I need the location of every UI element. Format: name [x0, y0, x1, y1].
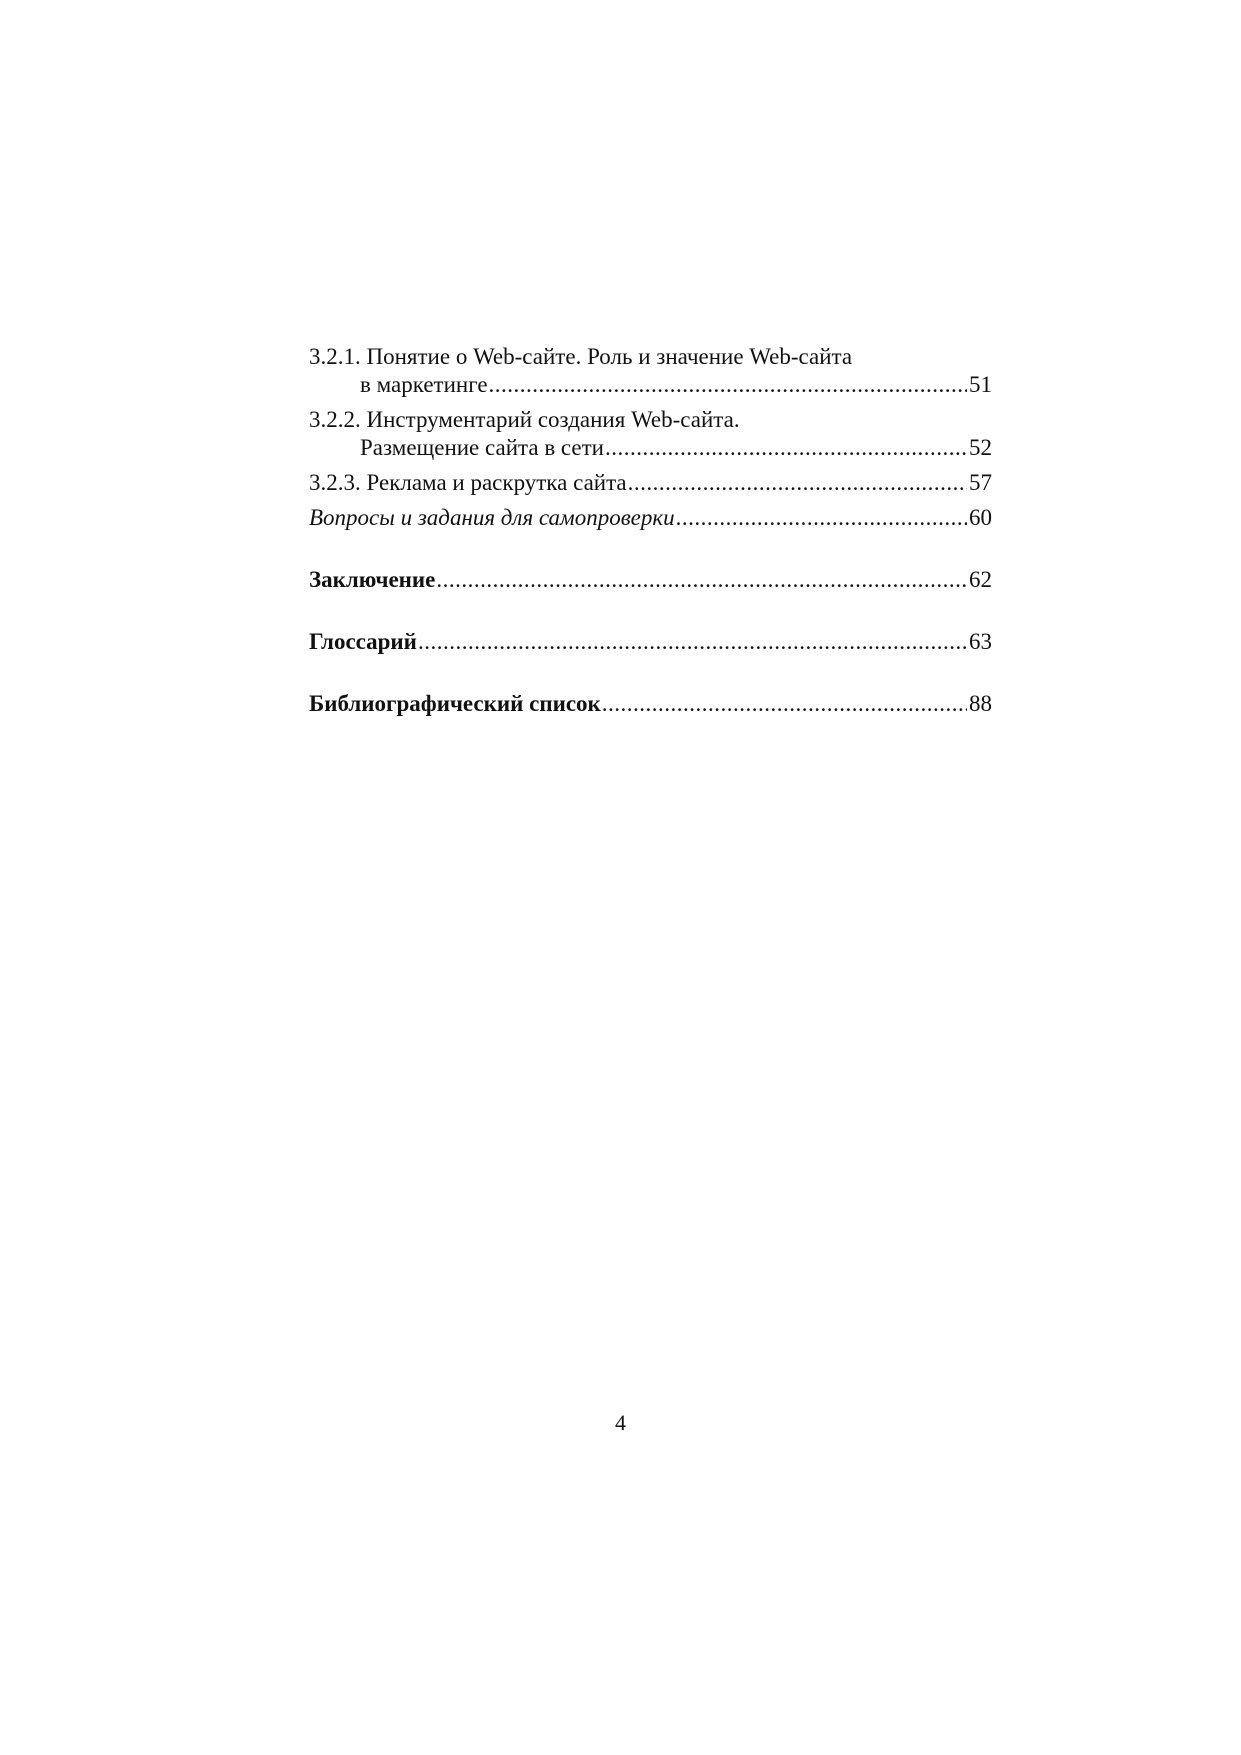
table-of-contents: [309, 343, 992, 725]
toc-entry-line: [309, 690, 992, 718]
toc-entry-line: [309, 343, 992, 371]
toc-page-number: 63: [969, 629, 992, 654]
toc-page-number: 52: [969, 435, 992, 460]
dot-leader: [602, 690, 967, 718]
toc-entry-conclusion[interactable]: [309, 566, 992, 594]
toc-entry-line: [309, 371, 992, 399]
toc-entry-self-check-questions[interactable]: [309, 504, 992, 532]
toc-page-number: 88: [969, 691, 992, 716]
toc-entry-3-2-2[interactable]: [309, 406, 992, 462]
toc-entry-title: 3.2.2. Инструментарий создания Web-сайта.: [309, 407, 740, 432]
toc-entry-title: 3.2.3. Реклама и раскрутка сайта: [309, 470, 627, 495]
toc-entry-3-2-3[interactable]: [309, 469, 992, 497]
toc-entry-glossary[interactable]: [309, 628, 992, 656]
toc-entry-line: [309, 406, 992, 434]
toc-entry-title: Глоссарий: [309, 629, 417, 654]
toc-entry-line: [309, 504, 992, 532]
toc-entry-3-2-1[interactable]: [309, 343, 992, 399]
toc-entry-title: Вопросы и задания для самопроверки: [309, 505, 675, 530]
toc-entry-line: [309, 434, 992, 462]
toc-page-number: 51: [969, 372, 992, 397]
page-number: 4: [615, 1410, 626, 1435]
toc-entry-title: Размещение сайта в сети: [360, 435, 604, 460]
toc-entry-line: [309, 566, 992, 594]
dot-leader: [436, 566, 967, 594]
toc-entry-line: [309, 628, 992, 656]
toc-entry-bibliography[interactable]: [309, 690, 992, 718]
dot-leader: [605, 434, 967, 462]
dot-leader: [489, 371, 967, 399]
dot-leader: [628, 469, 967, 497]
toc-entry-line: [309, 469, 992, 497]
toc-page-number: 62: [969, 567, 992, 592]
dot-leader: [418, 628, 967, 656]
toc-page-number: 60: [969, 505, 992, 530]
toc-page-number: 57: [969, 470, 992, 495]
toc-entry-title: Заключение: [309, 567, 436, 592]
toc-entry-title: Библиографический список: [309, 691, 601, 716]
toc-entry-title: 3.2.1. Понятие о Web-сайте. Роль и значение Web-сайта: [309, 344, 853, 369]
dot-leader: [676, 504, 967, 532]
toc-entry-title: в маркетинге: [360, 372, 488, 397]
